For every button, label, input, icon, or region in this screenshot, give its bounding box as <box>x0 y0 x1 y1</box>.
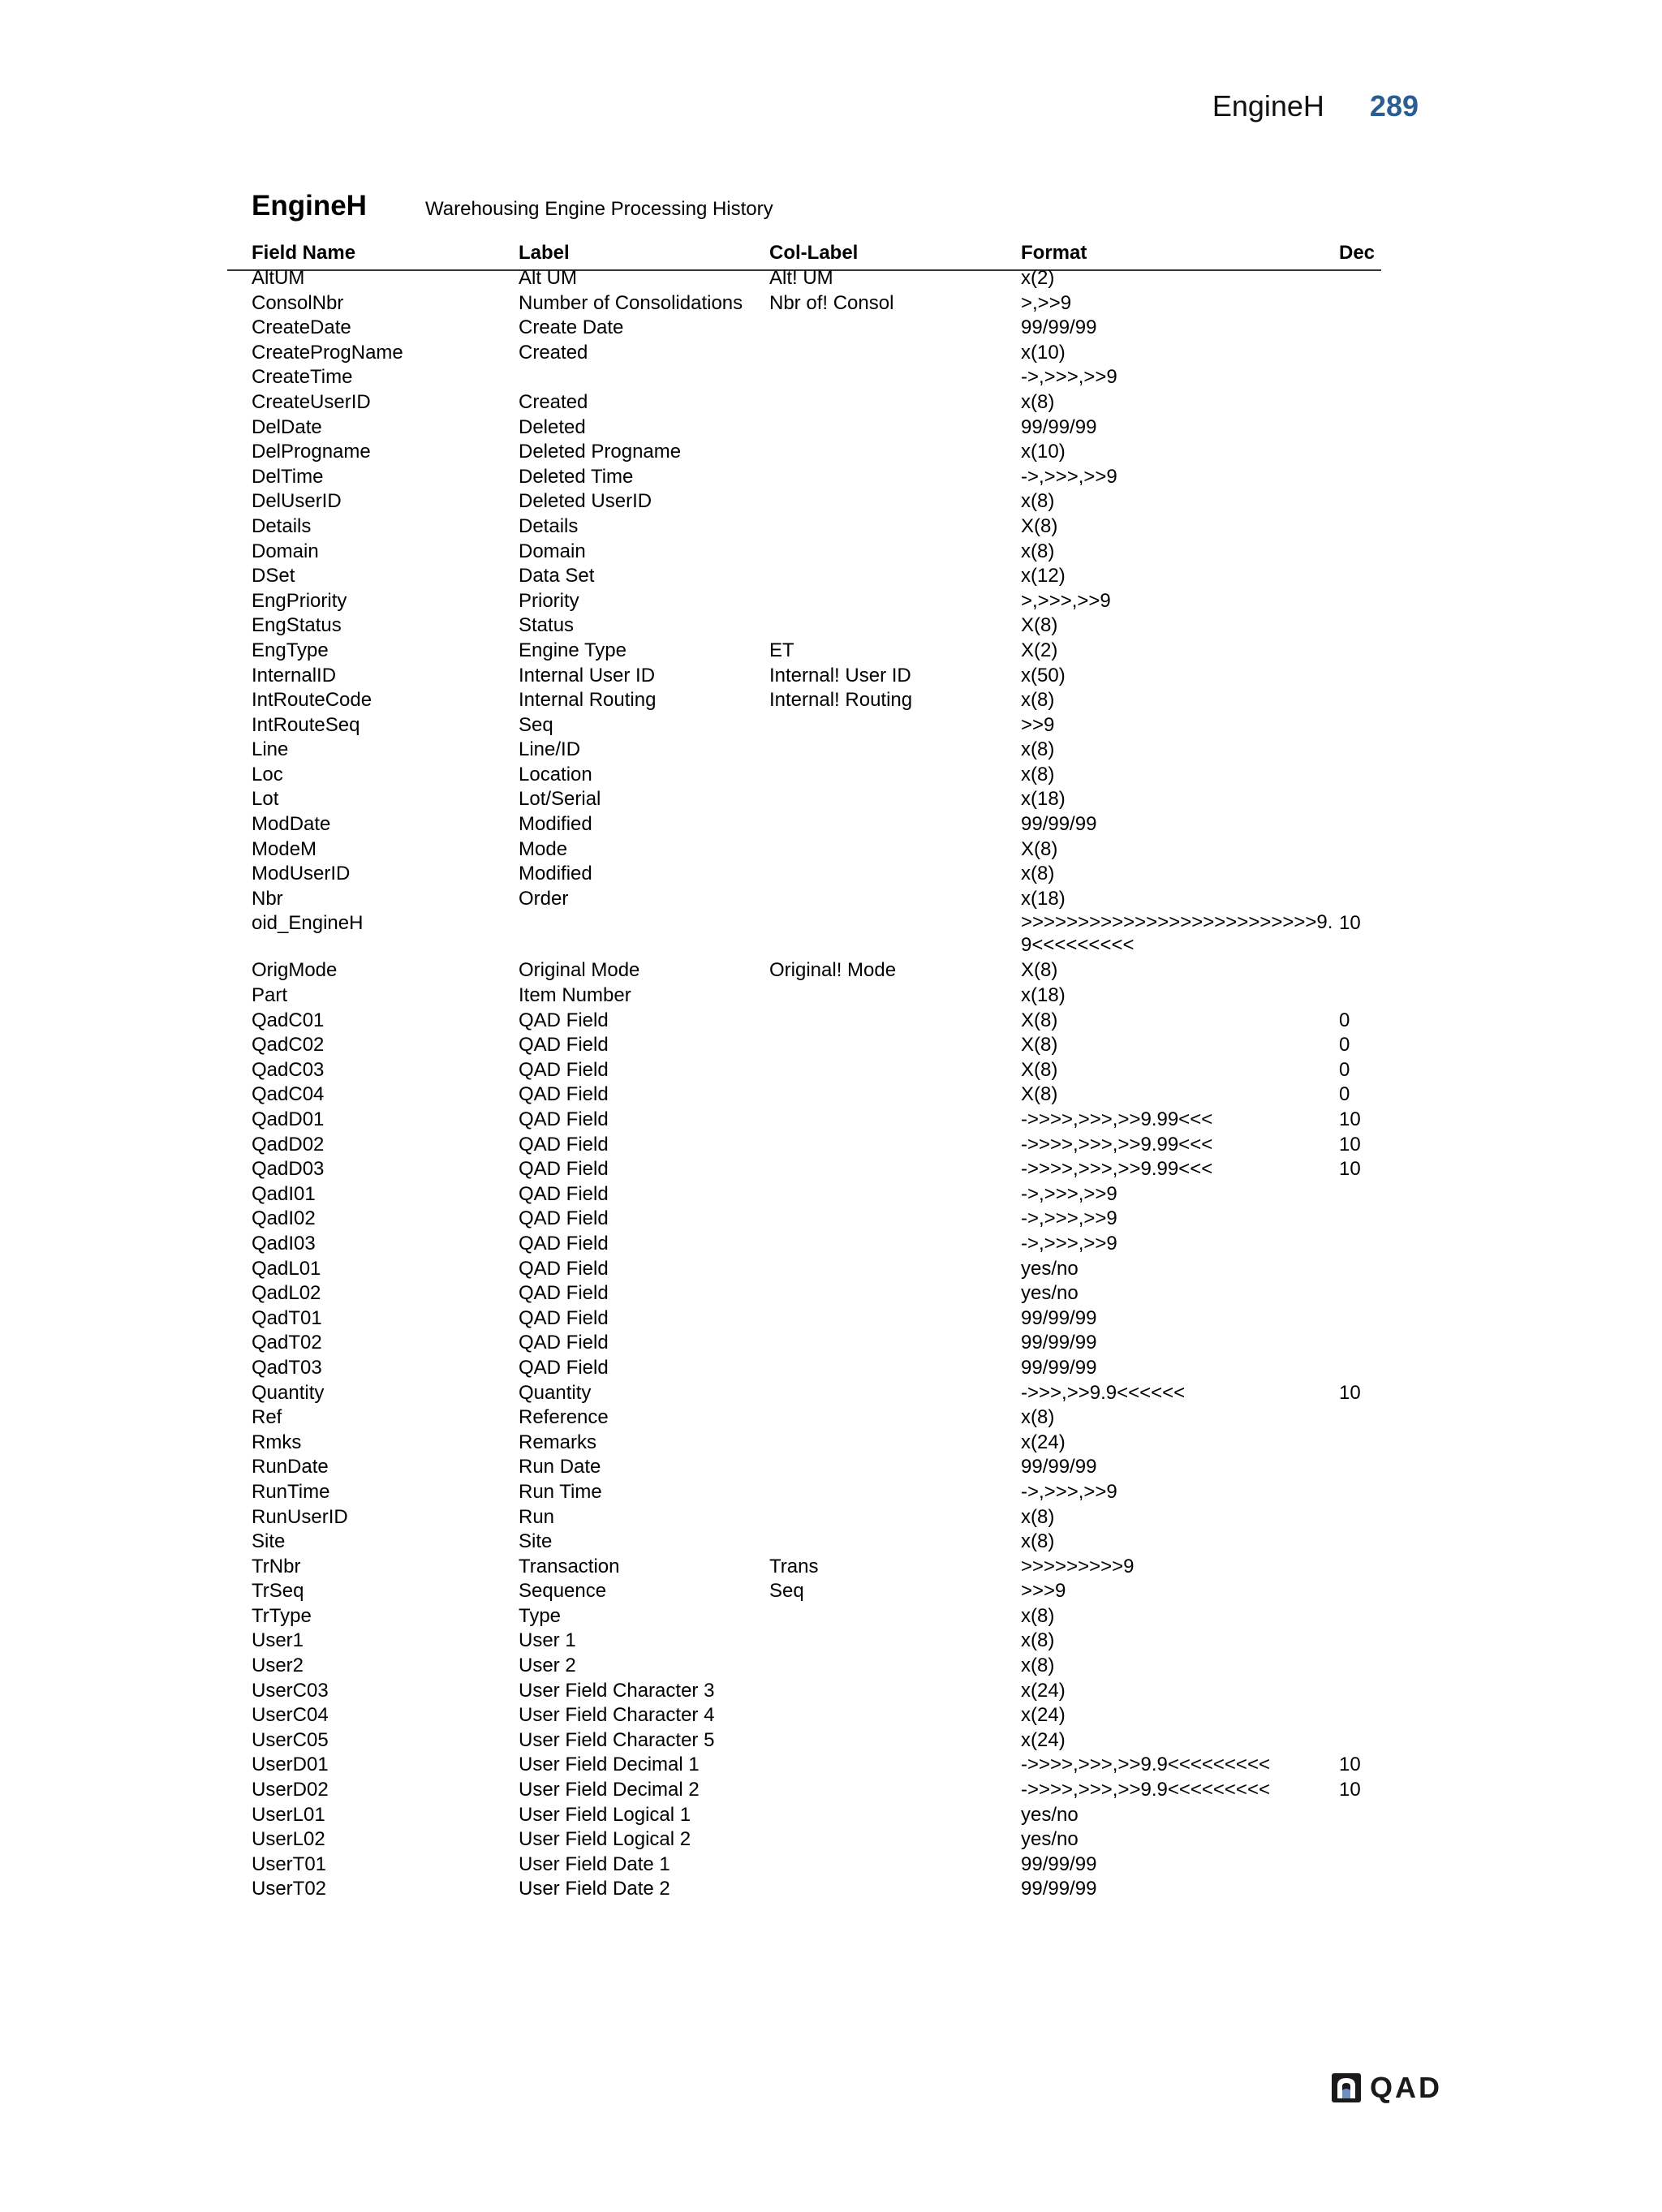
row-label: Remarks <box>519 1431 597 1453</box>
row-label: QAD Field <box>519 1034 609 1057</box>
table-row <box>0 862 1662 887</box>
row-format: ->>>>,>>>,>>9.99<<< <box>1021 1133 1213 1155</box>
row-field-name: EngType <box>252 639 329 661</box>
row-format: x(8) <box>1021 1406 1055 1429</box>
row-format: yes/no <box>1021 1257 1079 1280</box>
row-format: x(24) <box>1021 1728 1066 1751</box>
table-row <box>0 1281 1662 1306</box>
row-label: Deleted <box>519 415 586 438</box>
row-label: Type <box>519 1604 562 1627</box>
row-field-name: Rmks <box>252 1431 302 1453</box>
row-label: QAD Field <box>519 1182 609 1205</box>
page-header <box>1212 89 1419 123</box>
table-row <box>0 1753 1662 1778</box>
row-field-name: QadD01 <box>252 1108 325 1130</box>
table-row <box>0 1455 1662 1480</box>
row-label: User 2 <box>519 1655 576 1677</box>
table-row <box>0 1157 1662 1182</box>
table-row <box>0 1555 1662 1580</box>
table-row <box>0 1579 1662 1604</box>
row-format: >>9 <box>1021 713 1055 736</box>
table-row <box>0 983 1662 1009</box>
row-format: x(10) <box>1021 441 1066 463</box>
row-field-name: UserT01 <box>252 1853 327 1875</box>
row-format: x(8) <box>1021 540 1055 562</box>
row-format: ->>>,>>9.9<<<<<< <box>1021 1381 1186 1404</box>
table-row <box>0 341 1662 366</box>
row-label: User Field Logical 2 <box>519 1828 691 1851</box>
row-field-name: DelDate <box>252 415 322 438</box>
row-field-name: UserL02 <box>252 1828 325 1851</box>
row-field-name: Loc <box>252 763 283 785</box>
row-format: x(24) <box>1021 1704 1066 1727</box>
row-dec: 10 <box>1339 1779 1361 1801</box>
row-field-name: QadL01 <box>252 1257 321 1280</box>
table-row <box>0 1257 1662 1282</box>
row-label: User Field Character 5 <box>519 1728 715 1751</box>
row-format: x(8) <box>1021 490 1055 513</box>
row-label: Quantity <box>519 1381 592 1404</box>
table-row <box>0 763 1662 788</box>
row-label: Order <box>519 887 569 910</box>
row-label: Site <box>519 1530 553 1553</box>
row-format: >>>>>>>>>9 <box>1021 1555 1135 1577</box>
row-label: Mode <box>519 837 568 860</box>
header-title: EngineH <box>1212 89 1324 123</box>
row-field-name: Details <box>252 514 312 537</box>
row-label: User Field Decimal 1 <box>519 1754 700 1776</box>
row-label: Modified <box>519 813 592 836</box>
table-row <box>0 1853 1662 1878</box>
row-format: X(8) <box>1021 514 1058 537</box>
row-format: X(8) <box>1021 1083 1058 1106</box>
table-row <box>0 613 1662 639</box>
table-row <box>0 465 1662 490</box>
row-field-name: UserC05 <box>252 1728 329 1751</box>
row-label: QAD Field <box>519 1058 609 1081</box>
table-row <box>0 316 1662 341</box>
row-col-label: ET <box>769 639 794 661</box>
row-label: Details <box>519 514 579 537</box>
row-format: ->,>>>,>>9 <box>1021 1232 1117 1254</box>
row-field-name: QadL02 <box>252 1282 321 1305</box>
row-label: User Field Decimal 2 <box>519 1779 700 1801</box>
row-label: Create Date <box>519 316 624 339</box>
row-field-name: QadI01 <box>252 1182 316 1205</box>
table-name: EngineH <box>252 190 367 222</box>
table-row <box>0 1654 1662 1679</box>
table-row <box>0 738 1662 763</box>
table-row <box>0 1133 1662 1158</box>
table-title <box>252 190 773 222</box>
row-format: ->,>>>,>>9 <box>1021 1182 1117 1205</box>
row-field-name: QadT02 <box>252 1332 322 1354</box>
table-row <box>0 1703 1662 1728</box>
row-label: Sequence <box>519 1580 607 1603</box>
row-dec: 10 <box>1339 1108 1361 1130</box>
row-field-name: UserC03 <box>252 1679 329 1702</box>
table-row <box>0 688 1662 713</box>
row-dec: 10 <box>1339 912 1361 935</box>
row-col-label: Nbr of! Consol <box>769 291 894 314</box>
table-row <box>0 1604 1662 1629</box>
row-label: Internal Routing <box>519 689 657 712</box>
table-row <box>0 564 1662 589</box>
row-field-name: CreateUserID <box>252 390 371 413</box>
row-format: x(24) <box>1021 1431 1066 1453</box>
row-format: >,>>>,>>9 <box>1021 589 1111 612</box>
row-field-name: UserD01 <box>252 1754 329 1776</box>
row-field-name: oid_EngineH <box>252 912 364 935</box>
row-format: x(8) <box>1021 763 1055 785</box>
table-row <box>0 540 1662 565</box>
table-row <box>0 1207 1662 1232</box>
row-field-name: RunTime <box>252 1480 330 1503</box>
row-field-name: DSet <box>252 565 295 587</box>
row-dec: 0 <box>1339 1083 1350 1106</box>
row-label: User Field Character 3 <box>519 1679 715 1702</box>
row-label: Run <box>519 1505 555 1528</box>
row-field-name: QadI02 <box>252 1207 316 1230</box>
row-format: yes/no <box>1021 1282 1079 1305</box>
row-format: X(8) <box>1021 1009 1058 1031</box>
row-label: Deleted Progname <box>519 441 682 463</box>
row-format: 99/99/99 <box>1021 1456 1097 1478</box>
row-field-name: OrigMode <box>252 959 338 982</box>
table-row <box>0 1778 1662 1803</box>
row-format: X(8) <box>1021 1058 1058 1081</box>
row-field-name: QadD02 <box>252 1133 325 1155</box>
row-label: QAD Field <box>519 1207 609 1230</box>
row-label: Status <box>519 614 575 637</box>
row-col-label: Seq <box>769 1580 804 1603</box>
column-header-dec: Dec <box>1339 242 1376 264</box>
row-format: 99/99/99 <box>1021 1332 1097 1354</box>
row-format: yes/no <box>1021 1803 1079 1826</box>
row-label: Deleted Time <box>519 465 634 488</box>
row-label: QAD Field <box>519 1158 609 1181</box>
row-field-name: QadI03 <box>252 1232 316 1254</box>
row-col-label: Trans <box>769 1555 819 1577</box>
qad-logo-mark-icon <box>1331 2072 1362 2103</box>
table-row <box>0 837 1662 863</box>
row-field-name: Lot <box>252 788 279 811</box>
table-row <box>0 291 1662 316</box>
row-label: User Field Date 1 <box>519 1853 670 1875</box>
row-field-name: DelUserID <box>252 490 342 513</box>
row-format: x(8) <box>1021 689 1055 712</box>
row-field-name: QadC03 <box>252 1058 325 1081</box>
row-format: x(18) <box>1021 984 1066 1007</box>
row-label: QAD Field <box>519 1232 609 1254</box>
row-field-name: ModUserID <box>252 863 351 885</box>
table-row <box>0 1356 1662 1381</box>
table-row <box>0 514 1662 540</box>
row-format: 99/99/99 <box>1021 813 1097 836</box>
row-field-name: QadD03 <box>252 1158 325 1181</box>
row-label: Modified <box>519 863 592 885</box>
row-label: Seq <box>519 713 553 736</box>
row-format: 99/99/99 <box>1021 1853 1097 1875</box>
row-dec: 10 <box>1339 1754 1361 1776</box>
row-format: >>>>>>>>>>>>>>>>>>>>>>>>>>9.9<<<<<<<<< <box>1021 911 1333 957</box>
row-field-name: UserD02 <box>252 1779 329 1801</box>
table-row <box>0 787 1662 812</box>
table-row <box>0 713 1662 738</box>
page-number: 289 <box>1369 89 1419 123</box>
row-label: Run Date <box>519 1456 601 1478</box>
table-row <box>0 589 1662 614</box>
field-table <box>0 266 1662 1902</box>
row-format: X(8) <box>1021 837 1058 860</box>
table-row <box>0 1629 1662 1654</box>
row-label: User 1 <box>519 1629 576 1652</box>
table-row <box>0 1803 1662 1828</box>
row-format: 99/99/99 <box>1021 1878 1097 1900</box>
table-row <box>0 1505 1662 1530</box>
row-field-name: User2 <box>252 1655 304 1677</box>
table-row <box>0 390 1662 415</box>
table-row <box>0 911 1662 958</box>
row-field-name: Site <box>252 1530 286 1553</box>
row-field-name: ConsolNbr <box>252 291 344 314</box>
row-label: Internal User ID <box>519 664 656 686</box>
row-format: x(8) <box>1021 1629 1055 1652</box>
row-format: x(8) <box>1021 863 1055 885</box>
row-dec: 0 <box>1339 1058 1350 1081</box>
row-label: Run Time <box>519 1480 602 1503</box>
table-description: Warehousing Engine Processing History <box>425 198 773 220</box>
column-header-col-label: Col-Label <box>769 242 859 264</box>
row-label: Created <box>519 390 588 413</box>
row-field-name: Ref <box>252 1406 282 1429</box>
row-field-name: QadC04 <box>252 1083 325 1106</box>
row-label: Priority <box>519 589 579 612</box>
row-format: 99/99/99 <box>1021 316 1097 339</box>
row-col-label: Internal! Routing <box>769 689 913 712</box>
row-format: ->>>>,>>>,>>9.99<<< <box>1021 1108 1213 1130</box>
row-format: x(24) <box>1021 1679 1066 1702</box>
row-format: ->>>>,>>>,>>9.99<<< <box>1021 1158 1213 1181</box>
row-label: QAD Field <box>519 1306 609 1329</box>
table-row <box>0 1679 1662 1704</box>
table-row <box>0 1431 1662 1456</box>
row-field-name: Quantity <box>252 1381 325 1404</box>
row-label: QAD Field <box>519 1282 609 1305</box>
row-field-name: ModDate <box>252 813 331 836</box>
table-row <box>0 887 1662 912</box>
row-format: X(8) <box>1021 1034 1058 1057</box>
row-dec: 10 <box>1339 1133 1361 1155</box>
table-row <box>0 1827 1662 1853</box>
table-row <box>0 1480 1662 1505</box>
row-label: Created <box>519 341 588 364</box>
table-row <box>0 1009 1662 1034</box>
row-format: x(8) <box>1021 1604 1055 1627</box>
row-field-name: CreateProgName <box>252 341 403 364</box>
table-row <box>0 1405 1662 1431</box>
row-col-label: Alt! UM <box>769 267 833 289</box>
row-field-name: QadC01 <box>252 1009 325 1031</box>
row-col-label: Internal! User ID <box>769 664 911 686</box>
row-label: QAD Field <box>519 1133 609 1155</box>
row-format: >>>9 <box>1021 1580 1066 1603</box>
row-label: Alt UM <box>519 267 577 289</box>
row-field-name: Line <box>252 738 289 761</box>
row-format: x(8) <box>1021 1530 1055 1553</box>
row-field-name: DelProgname <box>252 441 371 463</box>
row-field-name: UserC04 <box>252 1704 329 1727</box>
column-header-label: Label <box>519 242 570 264</box>
row-format: yes/no <box>1021 1828 1079 1851</box>
row-field-name: ModeM <box>252 837 317 860</box>
table-row <box>0 664 1662 689</box>
row-label: User Field Logical 1 <box>519 1803 691 1826</box>
table-row <box>0 812 1662 837</box>
row-field-name: User1 <box>252 1629 304 1652</box>
row-format: ->,>>>,>>9 <box>1021 465 1117 488</box>
row-field-name: QadT03 <box>252 1356 322 1379</box>
row-format: x(2) <box>1021 267 1055 289</box>
row-field-name: IntRouteSeq <box>252 713 360 736</box>
row-format: x(8) <box>1021 1505 1055 1528</box>
row-label: Deleted UserID <box>519 490 652 513</box>
row-format: X(2) <box>1021 639 1058 661</box>
table-row <box>0 1306 1662 1332</box>
row-label: QAD Field <box>519 1356 609 1379</box>
row-label: Item Number <box>519 984 631 1007</box>
row-format: X(8) <box>1021 959 1058 982</box>
table-row <box>0 266 1662 291</box>
logo-text: QAD <box>1370 2071 1442 2104</box>
row-label: Data Set <box>519 565 595 587</box>
row-field-name: UserL01 <box>252 1803 325 1826</box>
row-label: Transaction <box>519 1555 620 1577</box>
column-headers <box>0 242 1662 269</box>
row-dec: 10 <box>1339 1381 1361 1404</box>
row-label: Lot/Serial <box>519 788 601 811</box>
row-format: x(18) <box>1021 788 1066 811</box>
row-label: User Field Date 2 <box>519 1878 670 1900</box>
row-field-name: EngPriority <box>252 589 347 612</box>
row-label: User Field Character 4 <box>519 1704 715 1727</box>
row-format: x(8) <box>1021 738 1055 761</box>
table-row <box>0 1728 1662 1754</box>
row-field-name: QadC02 <box>252 1034 325 1057</box>
row-label: Domain <box>519 540 586 562</box>
row-format: x(12) <box>1021 565 1066 587</box>
row-label: QAD Field <box>519 1332 609 1354</box>
row-format: x(10) <box>1021 341 1066 364</box>
table-row <box>0 958 1662 983</box>
row-label: QAD Field <box>519 1108 609 1130</box>
row-dec: 0 <box>1339 1034 1350 1057</box>
row-field-name: TrType <box>252 1604 312 1627</box>
table-row <box>0 639 1662 664</box>
row-label: Engine Type <box>519 639 626 661</box>
table-row <box>0 415 1662 441</box>
row-field-name: UserT02 <box>252 1878 327 1900</box>
row-field-name: CreateTime <box>252 366 353 389</box>
row-field-name: Domain <box>252 540 319 562</box>
row-format: ->>>>,>>>,>>9.9<<<<<<<<< <box>1021 1754 1270 1776</box>
table-row <box>0 1232 1662 1257</box>
row-dec: 10 <box>1339 1158 1361 1181</box>
row-format: 99/99/99 <box>1021 1356 1097 1379</box>
row-format: x(18) <box>1021 887 1066 910</box>
row-format: x(8) <box>1021 390 1055 413</box>
table-row <box>0 1331 1662 1356</box>
row-label: QAD Field <box>519 1257 609 1280</box>
row-format: ->,>>>,>>9 <box>1021 1207 1117 1230</box>
row-format: 99/99/99 <box>1021 415 1097 438</box>
table-row <box>0 1877 1662 1902</box>
table-row <box>0 1082 1662 1108</box>
column-header-field-name: Field Name <box>252 242 356 264</box>
row-label: Number of Consolidations <box>519 291 743 314</box>
row-dec: 0 <box>1339 1009 1350 1031</box>
row-field-name: AltUM <box>252 267 305 289</box>
row-field-name: QadT01 <box>252 1306 322 1329</box>
row-format: ->,>>>,>>9 <box>1021 366 1117 389</box>
row-field-name: TrNbr <box>252 1555 301 1577</box>
table-row <box>0 440 1662 465</box>
row-format: >,>>9 <box>1021 291 1072 314</box>
table-row <box>0 365 1662 390</box>
table-row <box>0 1182 1662 1207</box>
table-row <box>0 489 1662 514</box>
table-row <box>0 1381 1662 1406</box>
row-field-name: Nbr <box>252 887 283 910</box>
table-row <box>0 1530 1662 1555</box>
row-col-label: Original! Mode <box>769 959 897 982</box>
row-field-name: IntRouteCode <box>252 689 372 712</box>
row-field-name: CreateDate <box>252 316 351 339</box>
row-label: Location <box>519 763 592 785</box>
row-format: ->>>>,>>>,>>9.9<<<<<<<<< <box>1021 1779 1270 1801</box>
row-label: QAD Field <box>519 1009 609 1031</box>
row-label: Reference <box>519 1406 609 1429</box>
row-field-name: EngStatus <box>252 614 342 637</box>
column-header-format: Format <box>1021 242 1087 264</box>
row-format: x(50) <box>1021 664 1066 686</box>
row-field-name: InternalID <box>252 664 337 686</box>
row-field-name: RunUserID <box>252 1505 348 1528</box>
row-label: Line/ID <box>519 738 581 761</box>
row-field-name: RunDate <box>252 1456 329 1478</box>
row-format: x(8) <box>1021 1655 1055 1677</box>
row-field-name: DelTime <box>252 465 324 488</box>
table-row <box>0 1058 1662 1083</box>
row-format: X(8) <box>1021 614 1058 637</box>
row-field-name: Part <box>252 984 288 1007</box>
table-row <box>0 1108 1662 1133</box>
table-row <box>0 1033 1662 1058</box>
row-label: QAD Field <box>519 1083 609 1106</box>
row-field-name: TrSeq <box>252 1580 304 1603</box>
row-format: ->,>>>,>>9 <box>1021 1480 1117 1503</box>
row-format: 99/99/99 <box>1021 1306 1097 1329</box>
qad-logo <box>1331 2071 1442 2105</box>
row-label: Original Mode <box>519 959 640 982</box>
